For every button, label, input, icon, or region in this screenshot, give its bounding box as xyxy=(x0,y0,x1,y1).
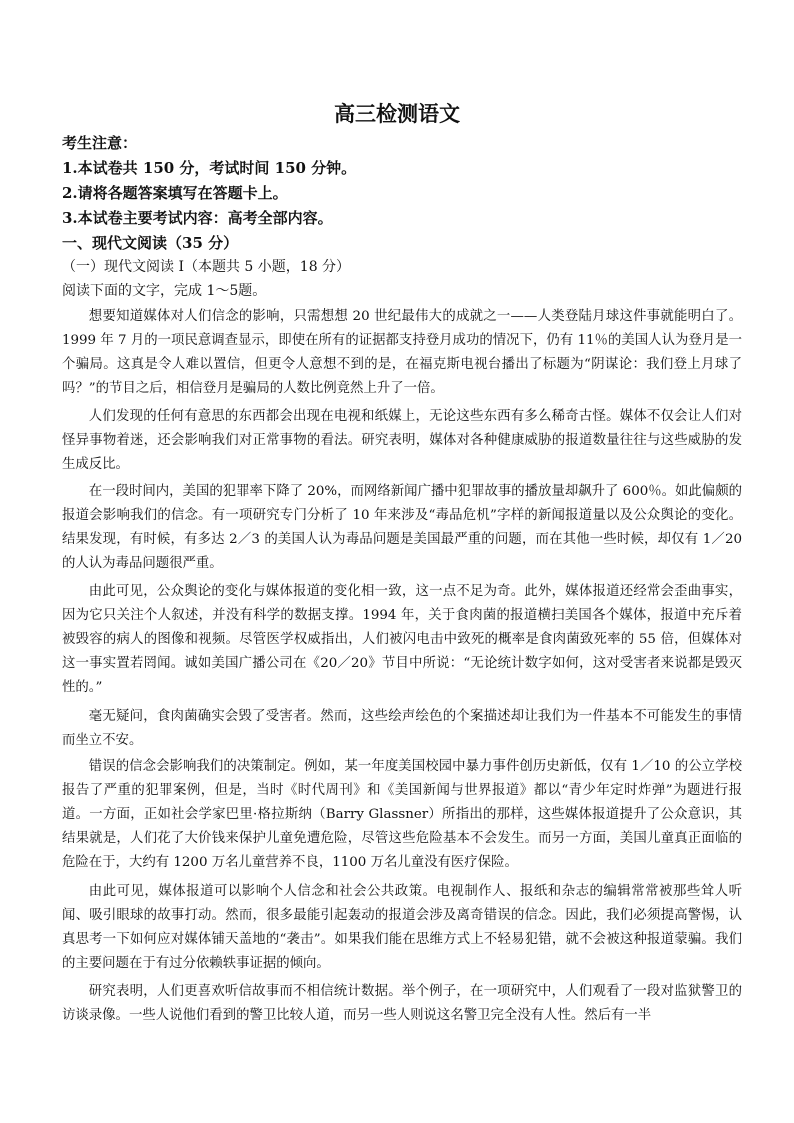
passage-paragraph: 研究表明，人们更喜欢听信故事而不相信统计数据。举个例子，在一项研究中，人们观看了一段对监狱警卫的访谈录像。一些人说他们看到的警卫比较人道，而另一些人则说这名警卫完全没有人性。然后有一半 xyxy=(62,984,742,1023)
passage-paragraph: 由此可见，媒体报道可以影响个人信念和社会公共政策。电视制作人、报纸和杂志的编辑常常被那些耸人听闻、吸引眼球的故事打动。然而，很多最能引起轰动的报道会涉及离奇错误的信念。因此，我们必须提高警惕，认真思考一下如何应对媒体铺天盖地的“袭击”。如果我们能在思维方式上不轻易犯错，就不会被这种报道蒙骗。我们的主要问题在于有过分依赖轶事证据的倾向。 xyxy=(62,884,742,971)
notice-item: 3.本试卷主要考试内容：高考全部内容。 xyxy=(62,209,333,227)
notice-heading: 考生注意： xyxy=(62,134,138,152)
passage-paragraph: 毫无疑问，食肉菌确实会毁了受害者。然而，这些绘声绘色的个案描述却让我们为一件基本不可能发生的事情而坐立不安。 xyxy=(62,709,742,748)
subsection-heading: （一）现代文阅读 I（本题共 5 小题，18 分） xyxy=(62,259,351,275)
passage-paragraph: 在一段时间内，美国的犯罪率下降了 20%，而网络新闻广播中犯罪故事的播放量却飙升了 600％。如此偏颇的报道会影响我们的信念。有一项研究专门分析了 10 年来涉及“毒品危机”字样的新闻报道量以及公众舆论的变化。结果发现，有时候，有多达 2／3 的美国人认为毒品问题是美国最严重的问题，而在其他一些时候，却仅有 1／20 的人认为毒品问题很严重。 xyxy=(62,484,742,571)
passage-paragraph: 由此可见，公众舆论的变化与媒体报道的变化相一致，这一点不足为奇。此外，媒体报道还经常会歪曲事实，因为它只关注个人叙述，并没有科学的数据支撑。1994 年，关于食肉菌的报道横扫美国各个媒体，报道中充斥着被毁容的病人的图像和视频。尽管医学权威指出，人们被闪电击中致死的概率是食肉菌致死率的 55 倍，但媒体对这一事实置若罔闻。诚如美国广播公司在《20／20》节目中所说：“无论统计数字如何，这对受害者来说都是毁灭性的。” xyxy=(62,584,742,695)
passage-paragraph: 人们发现的任何有意思的东西都会出现在电视和纸媒上，无论这些东西有多么稀奇古怪。媒体不仅会让人们对怪异事物着迷，还会影响我们对正常事物的看法。研究表明，媒体对各种健康威胁的报道数量往往与这些威胁的发生成反比。 xyxy=(62,409,742,472)
notice-item: 1.本试卷共 150 分，考试时间 150 分钟。 xyxy=(62,159,357,177)
exam-title: 高三检测语文 xyxy=(334,101,460,126)
section-heading: 一、现代文阅读（35 分） xyxy=(62,234,239,252)
notice-item: 2.请将各题答案填写在答题卡上。 xyxy=(62,184,288,202)
passage-paragraph: 错误的信念会影响我们的决策制定。例如，某一年度美国校园中暴力事件创历史新低，仅有 1／10 的公立学校报告了严重的犯罪案例，但是，当时《时代周刊》和《美国新闻与世界报道》都以“青少年定时炸弹”为题进行报道。一方面，正如社会学家巴里·格拉斯纳（Barry Glassner）所指出的那样，这些媒体报道提升了公众意识，其结果就是，人们花了大价钱来保护儿童免遭危险，尽管这些危险基本不会发生。而另一方面，美国儿童真正面临的危险在于，大约有 1200 万名儿童营养不良，1100 万名儿童没有医疗保险。 xyxy=(62,759,742,870)
passage-paragraph: 想要知道媒体对人们信念的影响，只需想想 20 世纪最伟大的成就之一——人类登陆月球这件事就能明白了。1999 年 7 月的一项民意调查显示，即使在所有的证据都支持登月成功的情况下，仍有 11％的美国人认为登月是一个骗局。这真是令人难以置信，但更令人意想不到的是，在福克斯电视台播出了标题为“阴谋论：我们登上月球了吗？”的节目之后，相信登月是骗局的人数比例竟然上升了一倍。 xyxy=(62,309,742,396)
reading-instruction: 阅读下面的文字，完成 1～5题。 xyxy=(62,283,267,299)
